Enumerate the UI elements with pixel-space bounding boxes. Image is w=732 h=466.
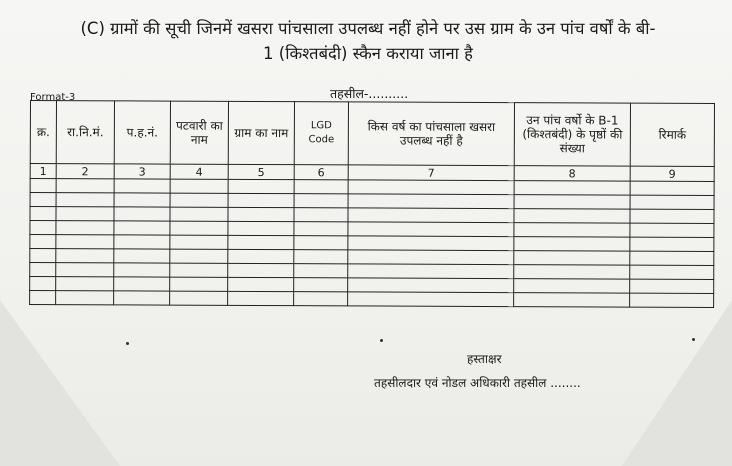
table-cell xyxy=(228,249,294,263)
column-number: 8 xyxy=(514,166,630,182)
column-number: 1 xyxy=(30,164,56,179)
table-cell xyxy=(228,263,294,277)
table-cell xyxy=(630,181,714,195)
header-page-count: उन पांच वर्षो के B-1 (किश्तबंदी) के पृष्ठों की संख्या xyxy=(514,103,630,167)
table-cell xyxy=(228,291,294,305)
document-title xyxy=(18,16,718,66)
table-cell xyxy=(228,221,294,235)
table-cell xyxy=(114,179,170,193)
table-cell xyxy=(348,292,514,307)
table-cell xyxy=(630,195,714,209)
table-cell xyxy=(514,279,630,294)
table-cell xyxy=(170,179,228,193)
page-shadow-right xyxy=(622,300,732,466)
table-cell xyxy=(294,292,348,306)
table-cell xyxy=(514,195,630,210)
table-cell xyxy=(514,237,630,252)
table-cell xyxy=(630,223,714,237)
table-cell xyxy=(228,207,294,221)
table-cell xyxy=(56,235,114,249)
table-cell xyxy=(56,221,114,235)
table-cell xyxy=(514,223,630,238)
title-line-2: 1 (किश्तबंदी) स्कैन कराया जाना है xyxy=(263,44,473,63)
table-cell xyxy=(630,279,714,293)
table-cell xyxy=(348,236,514,251)
table-cell xyxy=(114,235,170,249)
table-cell xyxy=(294,194,348,208)
table-cell xyxy=(114,277,170,291)
table-cell xyxy=(348,194,514,209)
table-cell xyxy=(170,291,228,305)
table-cell xyxy=(114,221,170,235)
table-cell xyxy=(348,250,514,265)
format-label: Format-3 xyxy=(30,92,76,103)
header-patwari-name: पटवारी का नाम xyxy=(170,101,228,164)
table-cell xyxy=(514,181,630,196)
table-cell xyxy=(30,249,56,263)
table-cell xyxy=(294,250,348,264)
title-line-1: (C) ग्रामों की सूची जिनमें खसरा पांचसाला उपलब्ध नहीं होने पर उस ग्राम के उन पांच वर्षों के बी- xyxy=(80,19,656,38)
table-cell xyxy=(348,208,514,223)
header-serial: क्र. xyxy=(30,101,56,164)
table-cell xyxy=(114,249,170,263)
speck xyxy=(692,338,695,341)
header-row xyxy=(30,101,714,167)
page-shadow-left xyxy=(0,300,120,466)
table-cell xyxy=(114,193,170,207)
table-cell xyxy=(630,251,714,265)
table-cell xyxy=(514,209,630,224)
column-number: 7 xyxy=(348,165,514,181)
table-cell xyxy=(294,208,348,222)
table-cell xyxy=(30,291,56,305)
table-cell xyxy=(56,207,114,221)
table-cell xyxy=(170,193,228,207)
table-cell xyxy=(114,263,170,277)
table-cell xyxy=(348,278,514,293)
table-cell xyxy=(294,236,348,250)
table-cell xyxy=(30,179,56,193)
table-cell xyxy=(56,277,114,291)
table-cell xyxy=(56,193,114,207)
table-cell xyxy=(170,207,228,221)
header-lgd-code: LGD Code xyxy=(294,102,348,165)
header-patwari-halka: प.ह.नं. xyxy=(114,101,170,164)
tehsil-label: तहसील-.......... xyxy=(330,86,409,101)
table-row xyxy=(30,291,714,308)
column-number: 3 xyxy=(114,164,170,179)
signature-label: हस्ताक्षर xyxy=(467,352,502,366)
table-cell xyxy=(228,277,294,291)
table-cell xyxy=(514,251,630,266)
table-cell xyxy=(228,235,294,249)
signature-designation: तहसीलदार एवं नोडल अधिकारी तहसील ........ xyxy=(374,376,581,390)
speck xyxy=(126,342,129,345)
table-cell xyxy=(630,209,714,223)
header-remark: रिमार्क xyxy=(630,103,714,166)
table-cell xyxy=(228,193,294,207)
table-cell xyxy=(30,235,56,249)
header-missing-year: किस वर्ष का पांचसाला खसरा उपलब्ध नहीं है xyxy=(348,102,514,166)
speck xyxy=(380,339,383,342)
table-cell xyxy=(56,263,114,277)
table-cell xyxy=(114,207,170,221)
table-cell xyxy=(56,291,114,305)
table-cell xyxy=(30,221,56,235)
header-rni-mandal: रा.नि.मं. xyxy=(56,101,114,164)
table-cell xyxy=(348,222,514,237)
table-cell xyxy=(56,179,114,193)
column-number: 2 xyxy=(56,164,114,179)
table-cell xyxy=(294,264,348,278)
table-cell xyxy=(294,278,348,292)
village-list-table xyxy=(29,100,715,308)
table-cell xyxy=(348,180,514,195)
table-cell xyxy=(514,265,630,280)
table-cell xyxy=(30,193,56,207)
header-village-name: ग्राम का नाम xyxy=(228,101,294,164)
table-cell xyxy=(294,180,348,194)
table-cell xyxy=(170,221,228,235)
table-cell xyxy=(170,263,228,277)
table-cell xyxy=(170,235,228,249)
column-number: 6 xyxy=(294,165,348,180)
table-cell xyxy=(56,249,114,263)
table-cell xyxy=(30,263,56,277)
column-number: 4 xyxy=(170,164,228,179)
column-number: 9 xyxy=(630,166,714,181)
table-cell xyxy=(30,207,56,221)
table-cell xyxy=(228,179,294,193)
table-cell xyxy=(514,293,630,308)
table-cell xyxy=(294,222,348,236)
table-cell xyxy=(630,293,714,307)
table-cell xyxy=(630,265,714,279)
table-cell xyxy=(630,237,714,251)
column-number: 5 xyxy=(228,164,294,179)
table-cell xyxy=(30,277,56,291)
table-cell xyxy=(170,277,228,291)
table-cell xyxy=(170,249,228,263)
table-cell xyxy=(114,291,170,305)
table-cell xyxy=(348,264,514,279)
